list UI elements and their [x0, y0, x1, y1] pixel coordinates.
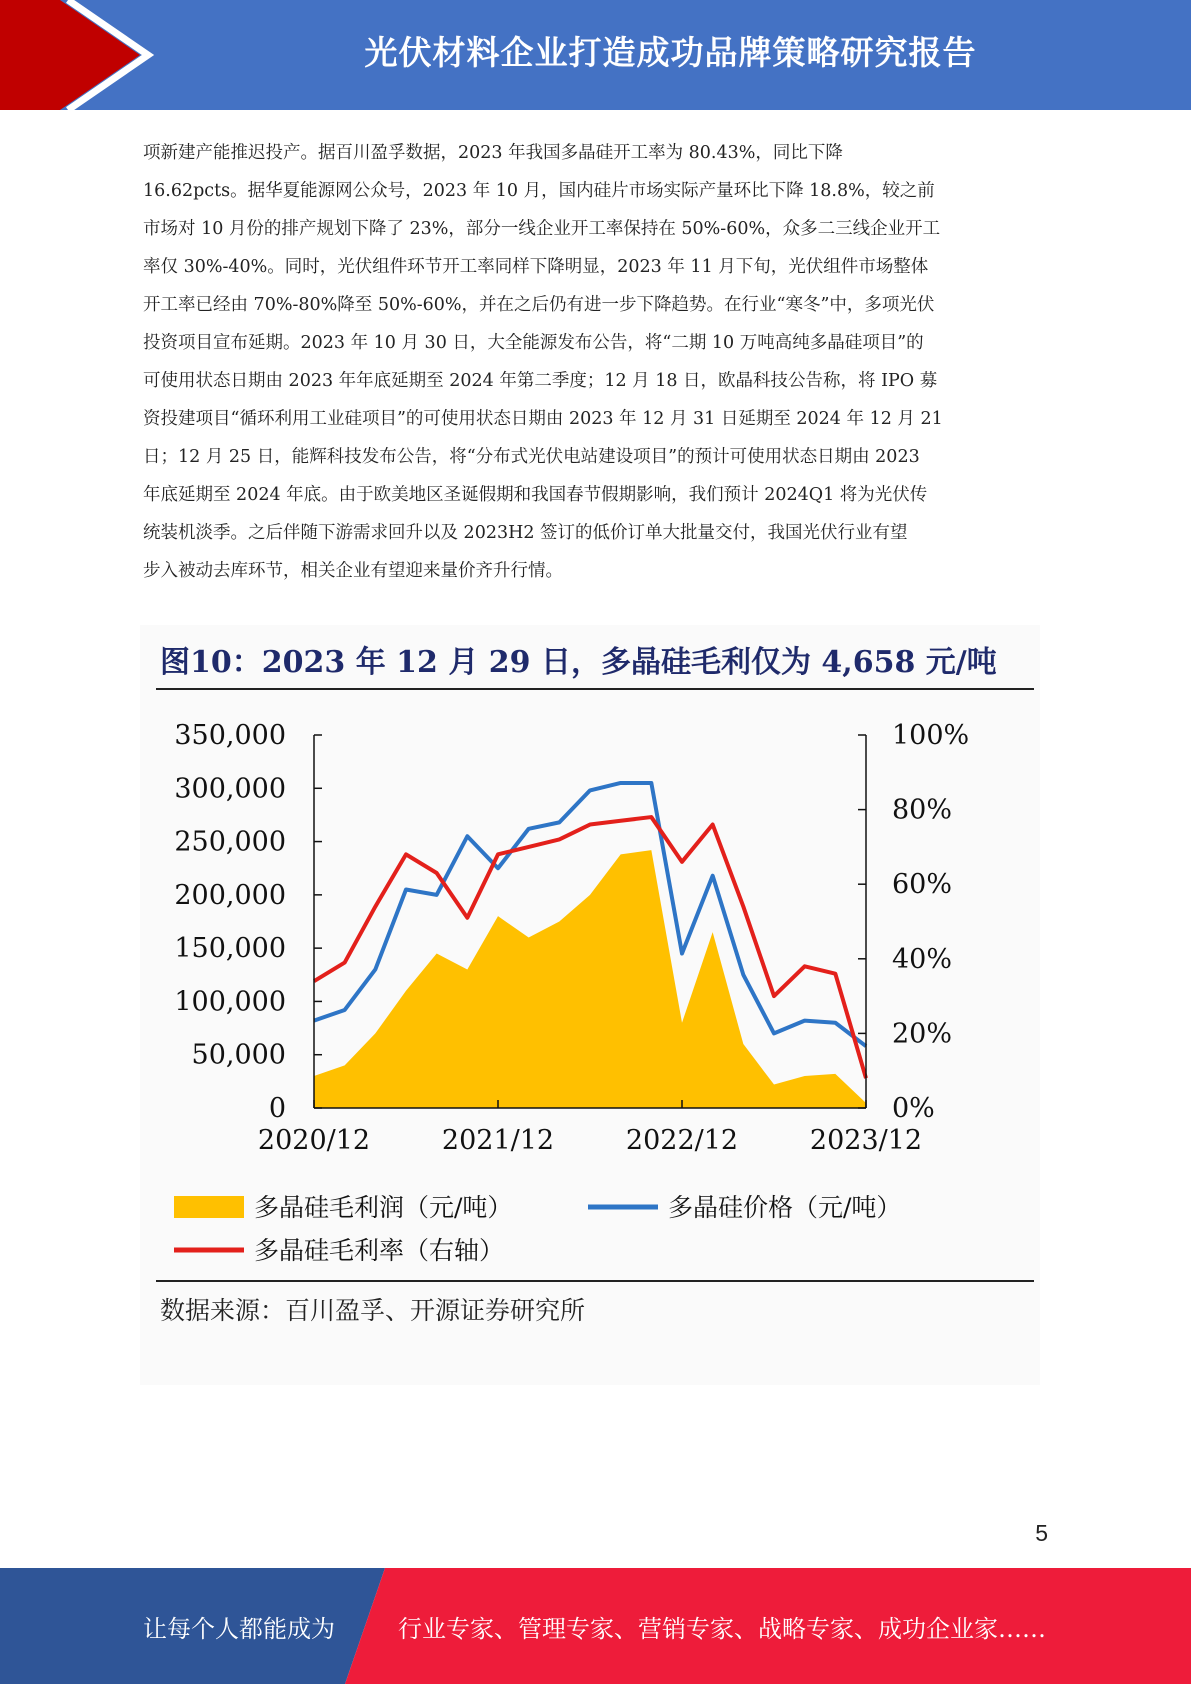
left-tick-label: 200,000	[174, 879, 286, 911]
body-line: 日；12 月 25 日，能辉科技发布公告，将“分布式光伏电站建设项目”的预计可使用状态日期由 2023	[143, 447, 920, 467]
polysilicon-margin-chart	[140, 625, 1040, 1275]
footer-slogan-left: 让每个人都能成为	[143, 1615, 335, 1643]
page-header	[0, 0, 1191, 110]
right-tick-label: 40%	[892, 943, 953, 975]
body-line: 投资项目宣布延期。2023 年 10 月 30 日，大全能源发布公告，将“二期 10 万吨高纯多晶硅项目”的	[143, 333, 924, 353]
body-line: 开工率已经由 70%-80%降至 50%-60%，并在之后仍有进一步下降趋势。在行业“寒冬”中，多项光伏	[143, 295, 935, 315]
right-tick-label: 80%	[892, 794, 953, 826]
left-tick-label: 0	[268, 1093, 286, 1124]
left-tick-label: 350,000	[174, 720, 286, 751]
left-tick-label: 250,000	[174, 826, 286, 858]
body-line: 可使用状态日期由 2023 年年底延期至 2024 年第二季度；12 月 18 日，欧晶科技公告称，将 IPO 募	[143, 371, 938, 391]
right-tick-label: 60%	[892, 869, 953, 901]
figure-source: 数据来源：百川盈孚、开源证券研究所	[160, 1296, 586, 1325]
body-line: 市场对 10 月份的排产规划下降了 23%，部分一线企业开工率保持在 50%-60%，众多二三线企业开工	[143, 219, 941, 239]
x-tick-label: 2021/12	[441, 1125, 555, 1156]
figure-title: 图10：2023 年 12 月 29 日，多晶硅毛利仅为 4,658 元/吨	[160, 645, 997, 680]
figure-bottom-rule	[156, 1280, 1034, 1282]
left-tick-label: 100,000	[174, 986, 286, 1018]
figure-10	[140, 625, 1040, 1385]
x-tick-label: 2023/12	[809, 1125, 923, 1156]
right-tick-label: 20%	[892, 1018, 953, 1050]
left-tick-label: 300,000	[174, 773, 286, 805]
body-line: 资投建项目“循环利用工业硅项目”的可使用状态日期由 2023 年 12 月 31 日延期至 2024 年 12 月 21	[143, 409, 943, 429]
legend-label: 多晶硅毛利率（右轴）	[254, 1236, 505, 1265]
page-footer	[0, 1568, 1191, 1684]
right-tick-label: 0%	[892, 1093, 935, 1124]
left-tick-label: 50,000	[191, 1039, 286, 1071]
legend-label: 多晶硅毛利润（元/吨）	[254, 1193, 513, 1222]
body-line: 统装机淡季。之后伴随下游需求回升以及 2023H2 签订的低价订单大批量交付，我国光伏行业有望	[143, 523, 908, 543]
x-tick-label: 2022/12	[625, 1125, 739, 1156]
body-line: 率仅 30%-40%。同时，光伏组件环节开工率同样下降明显，2023 年 11 月下旬，光伏组件市场整体	[143, 257, 929, 277]
footer-slogan-right: 行业专家、管理专家、营销专家、战略专家、成功企业家……	[398, 1615, 1046, 1643]
x-tick-label: 2020/12	[257, 1125, 371, 1156]
body-line: 16.62pcts。据华夏能源网公众号，2023 年 10 月，国内硅片市场实际产量环比下降 18.8%，较之前	[143, 181, 935, 201]
body-line: 年底延期至 2024 年底。由于欧美地区圣诞假期和我国春节假期影响，我们预计 2024Q1 将为光伏传	[143, 485, 928, 505]
series-area-gross-profit	[314, 850, 866, 1108]
body-line: 项新建产能推迟投产。据百川盈孚数据，2023 年我国多晶硅开工率为 80.43%，同比下降	[143, 143, 843, 163]
report-title: 光伏材料企业打造成功品牌策略研究报告	[364, 33, 977, 72]
right-tick-label: 100%	[892, 720, 970, 751]
body-line: 步入被动去库环节，相关企业有望迎来量价齐升行情。	[143, 561, 563, 581]
legend-label: 多晶硅价格（元/吨）	[668, 1193, 902, 1222]
left-tick-label: 150,000	[174, 933, 286, 965]
page-number: 5	[1035, 1520, 1048, 1546]
legend-swatch-gross-profit	[174, 1196, 244, 1218]
body-paragraph	[143, 134, 1048, 590]
